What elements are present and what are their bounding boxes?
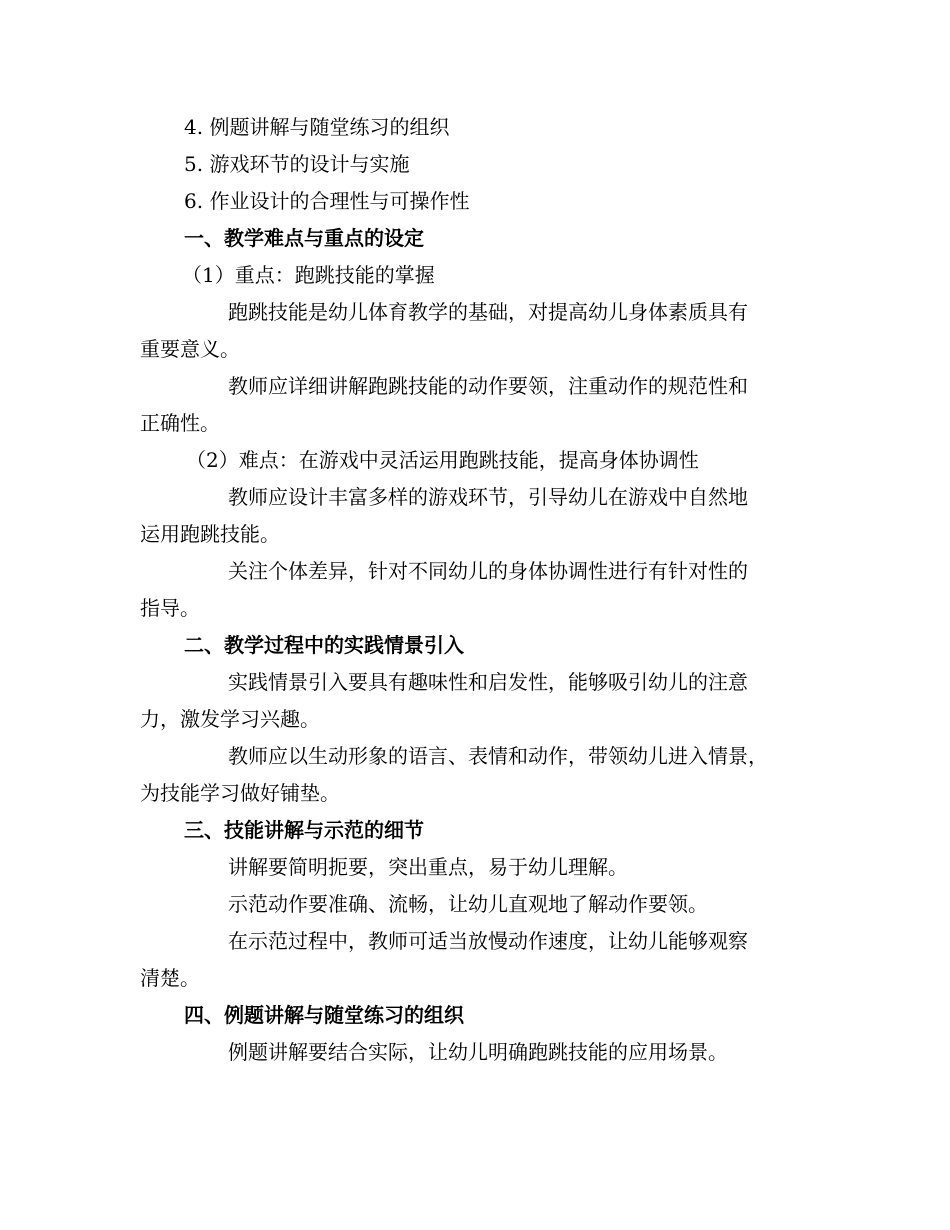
section-heading-4: 四、例题讲解与随堂练习的组织 bbox=[184, 1003, 464, 1027]
subheading-difficult-point: （2）难点：在游戏中灵活运用跑跳技能，提高身体协调性 bbox=[186, 448, 699, 472]
paragraph-line: 运用跑跳技能。 bbox=[140, 522, 280, 546]
paragraph-line: 实践情景引入要具有趣味性和启发性，能够吸引幼儿的注意 bbox=[228, 670, 748, 694]
section-heading-1: 一、教学难点与重点的设定 bbox=[184, 226, 424, 250]
paragraph-line: 正确性。 bbox=[140, 411, 220, 435]
paragraph-line: 力，激发学习兴趣。 bbox=[140, 707, 320, 731]
paragraph-line: 指导。 bbox=[140, 596, 200, 620]
paragraph-line: 教师应以生动形象的语言、表情和动作，带领幼儿进入情景， bbox=[228, 744, 768, 768]
paragraph-line: 教师应设计丰富多样的游戏环节，引导幼儿在游戏中自然地 bbox=[228, 485, 748, 509]
paragraph-line: 例题讲解要结合实际，让幼儿明确跑跳技能的应用场景。 bbox=[228, 1040, 728, 1064]
paragraph-line: 关注个体差异，针对不同幼儿的身体协调性进行有针对性的 bbox=[228, 559, 748, 583]
paragraph-line: 跑跳技能是幼儿体育教学的基础，对提高幼儿身体素质具有 bbox=[228, 300, 748, 324]
paragraph-line: 在示范过程中，教师可适当放慢动作速度，让幼儿能够观察 bbox=[228, 929, 748, 953]
paragraph-line: 讲解要简明扼要，突出重点，易于幼儿理解。 bbox=[228, 855, 628, 879]
section-heading-2: 二、教学过程中的实践情景引入 bbox=[184, 633, 464, 657]
paragraph-line: 清楚。 bbox=[140, 966, 200, 990]
section-heading-3: 三、技能讲解与示范的细节 bbox=[184, 818, 424, 842]
paragraph-line: 教师应详细讲解跑跳技能的动作要领，注重动作的规范性和 bbox=[228, 374, 748, 398]
subheading-key-point: （1）重点：跑跳技能的掌握 bbox=[182, 263, 435, 287]
list-item-6: 6. 作业设计的合理性与可操作性 bbox=[184, 189, 470, 213]
list-item-4: 4. 例题讲解与随堂练习的组织 bbox=[184, 115, 450, 139]
paragraph-line: 重要意义。 bbox=[140, 337, 240, 361]
paragraph-line: 为技能学习做好铺垫。 bbox=[140, 781, 340, 805]
paragraph-line: 示范动作要准确、流畅，让幼儿直观地了解动作要领。 bbox=[228, 892, 708, 916]
list-item-5: 5. 游戏环节的设计与实施 bbox=[184, 152, 410, 176]
